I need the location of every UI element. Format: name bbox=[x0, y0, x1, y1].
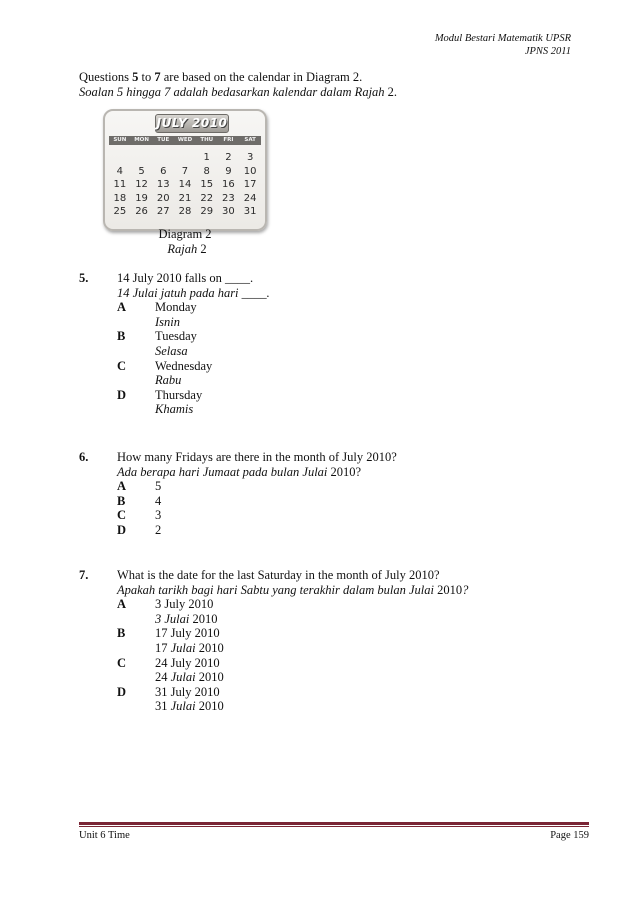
calendar-date-cell: 13 bbox=[156, 179, 170, 190]
calendar-weekday-header bbox=[109, 136, 261, 145]
calendar-weekday-label: TUE bbox=[157, 137, 170, 143]
diagram-caption bbox=[0, 227, 370, 257]
calendar-date-cell: 11 bbox=[113, 179, 127, 190]
calendar-date-cell: 1 bbox=[203, 152, 210, 163]
option-text: Monday bbox=[155, 300, 197, 315]
caption-malay: Rajah 2 bbox=[167, 242, 207, 256]
option-text-malay: 24 Julai 2010 bbox=[155, 670, 224, 685]
calendar-date-cell: 12 bbox=[135, 179, 148, 190]
calendar-date-cell: 19 bbox=[135, 192, 148, 204]
calendar-date-cell: 15 bbox=[200, 179, 214, 190]
calendar-date-cell: 2 bbox=[225, 152, 232, 163]
option-text: Wednesday bbox=[155, 358, 213, 373]
calendar-weekday-label: THU bbox=[200, 137, 214, 143]
calendar-date-cell: 8 bbox=[203, 165, 210, 177]
footer-unit: Unit 6 Time bbox=[79, 830, 130, 841]
option-letter: C bbox=[117, 508, 127, 523]
calendar-date-cell: 30 bbox=[222, 206, 235, 217]
option-text: 3 July 2010 bbox=[155, 597, 214, 612]
question-7-text-malay: Apakah tarikh bagi hari Sabtu yang terakhir dalam bulan Julai 2010? bbox=[117, 582, 469, 597]
option-text-malay: Selasa bbox=[155, 344, 188, 358]
calendar-weekday-label: WED bbox=[177, 137, 193, 143]
question-5-text: 14 July 2010 falls on ____. bbox=[117, 271, 254, 285]
calendar-date-cell: 24 bbox=[243, 192, 257, 204]
option-letter: B bbox=[117, 626, 126, 641]
calendar-date-cell: 18 bbox=[113, 192, 127, 204]
calendar-date-cell: 25 bbox=[113, 206, 127, 217]
calendar-date-cell: 20 bbox=[156, 192, 170, 204]
option-letter: A bbox=[117, 479, 127, 494]
calendar-date-cell: 31 bbox=[243, 206, 257, 217]
footer-page-number: Page 159 bbox=[550, 830, 589, 841]
option-letter: D bbox=[117, 523, 127, 537]
calendar-weekday-label: FRI bbox=[223, 137, 234, 143]
calendar-date-cell: 16 bbox=[222, 179, 235, 190]
intro-english: Questions 5 to 7 are based on the calendar in Diagram 2. bbox=[79, 70, 363, 84]
footer-rule bbox=[79, 822, 589, 825]
option-text-malay: Isnin bbox=[155, 314, 180, 329]
option-text-malay: 17 Julai 2010 bbox=[155, 641, 224, 655]
option-text: 3 bbox=[155, 508, 162, 523]
option-text: 17 July 2010 bbox=[155, 626, 220, 641]
calendar-date-cell: 4 bbox=[116, 165, 124, 177]
question-6-text: How many Fridays are there in the month of July 2010? bbox=[117, 450, 397, 464]
footer-rule-thin bbox=[79, 826, 589, 827]
calendar-date-cell bbox=[109, 151, 131, 165]
question-6-text-malay: Ada berapa hari Jumaat pada bulan Julai 2010? bbox=[117, 464, 362, 479]
question-7-text: What is the date for the last Saturday in the month of July 2010? bbox=[117, 568, 440, 582]
option-text: 4 bbox=[155, 493, 162, 508]
caption-english: Diagram 2 bbox=[158, 227, 212, 241]
option-letter: B bbox=[117, 493, 126, 508]
calendar-date-cell: 22 bbox=[200, 192, 214, 204]
option-letter: D bbox=[117, 387, 127, 402]
calendar-date-cell: 3 bbox=[246, 152, 254, 163]
header-line-1: Modul Bestari Matematik UPSR bbox=[434, 33, 571, 44]
calendar-image bbox=[100, 107, 268, 229]
question-5-text-malay: 14 Julai jatuh pada hari ____. bbox=[117, 285, 270, 300]
calendar-date-cell bbox=[174, 151, 196, 165]
option-text: Tuesday bbox=[155, 329, 197, 344]
calendar-date-cell: 26 bbox=[135, 206, 148, 217]
calendar-date-cell: 7 bbox=[181, 165, 189, 177]
calendar-date-cell: 17 bbox=[243, 179, 257, 190]
header-line-2: JPNS 2011 bbox=[524, 46, 571, 57]
option-letter: A bbox=[117, 597, 127, 612]
option-letter: B bbox=[117, 329, 126, 344]
calendar-date-cell: 14 bbox=[178, 179, 192, 190]
calendar-weekday-label: SAT bbox=[244, 137, 256, 143]
calendar-date-grid bbox=[109, 151, 261, 219]
option-text: 31 July 2010 bbox=[155, 684, 220, 699]
calendar-weekday-label: SUN bbox=[113, 137, 127, 143]
calendar-date-cell: 28 bbox=[178, 206, 192, 217]
question-5-number: 5. bbox=[79, 271, 89, 285]
question-7-number: 7. bbox=[79, 568, 89, 582]
calendar-date-cell: 29 bbox=[200, 206, 214, 217]
option-letter: C bbox=[117, 358, 127, 373]
option-letter: D bbox=[117, 684, 127, 699]
question-6-number: 6. bbox=[79, 450, 89, 464]
option-text-malay: 3 Julai 2010 bbox=[155, 611, 218, 626]
calendar-title: JULY 2010 bbox=[155, 114, 229, 133]
calendar-date-cell: 27 bbox=[156, 206, 170, 217]
calendar-weekday-label: MON bbox=[134, 137, 149, 143]
calendar-date-cell bbox=[131, 151, 153, 165]
option-text: 2 bbox=[155, 523, 162, 537]
calendar-date-cell: 21 bbox=[178, 192, 192, 204]
calendar-date-cell: 5 bbox=[138, 165, 145, 177]
option-text-malay: Khamis bbox=[155, 402, 194, 417]
running-header bbox=[435, 32, 571, 58]
option-text: 5 bbox=[155, 479, 162, 494]
option-text-malay: 31 Julai 2010 bbox=[155, 699, 224, 714]
calendar-date-cell: 9 bbox=[225, 165, 232, 177]
intro-malay: Soalan 5 hingga 7 adalah bedasarkan kalendar dalam Rajah 2. bbox=[79, 85, 398, 99]
calendar-date-cell: 6 bbox=[160, 165, 167, 177]
option-letter: A bbox=[117, 300, 127, 315]
calendar-date-cell: 23 bbox=[222, 192, 235, 204]
option-letter: C bbox=[117, 655, 127, 670]
option-text-malay: Rabu bbox=[155, 373, 182, 388]
option-text: 24 July 2010 bbox=[155, 655, 220, 670]
calendar-date-cell: 10 bbox=[243, 165, 257, 177]
calendar-date-cell bbox=[152, 151, 174, 165]
option-text: Thursday bbox=[155, 387, 203, 402]
